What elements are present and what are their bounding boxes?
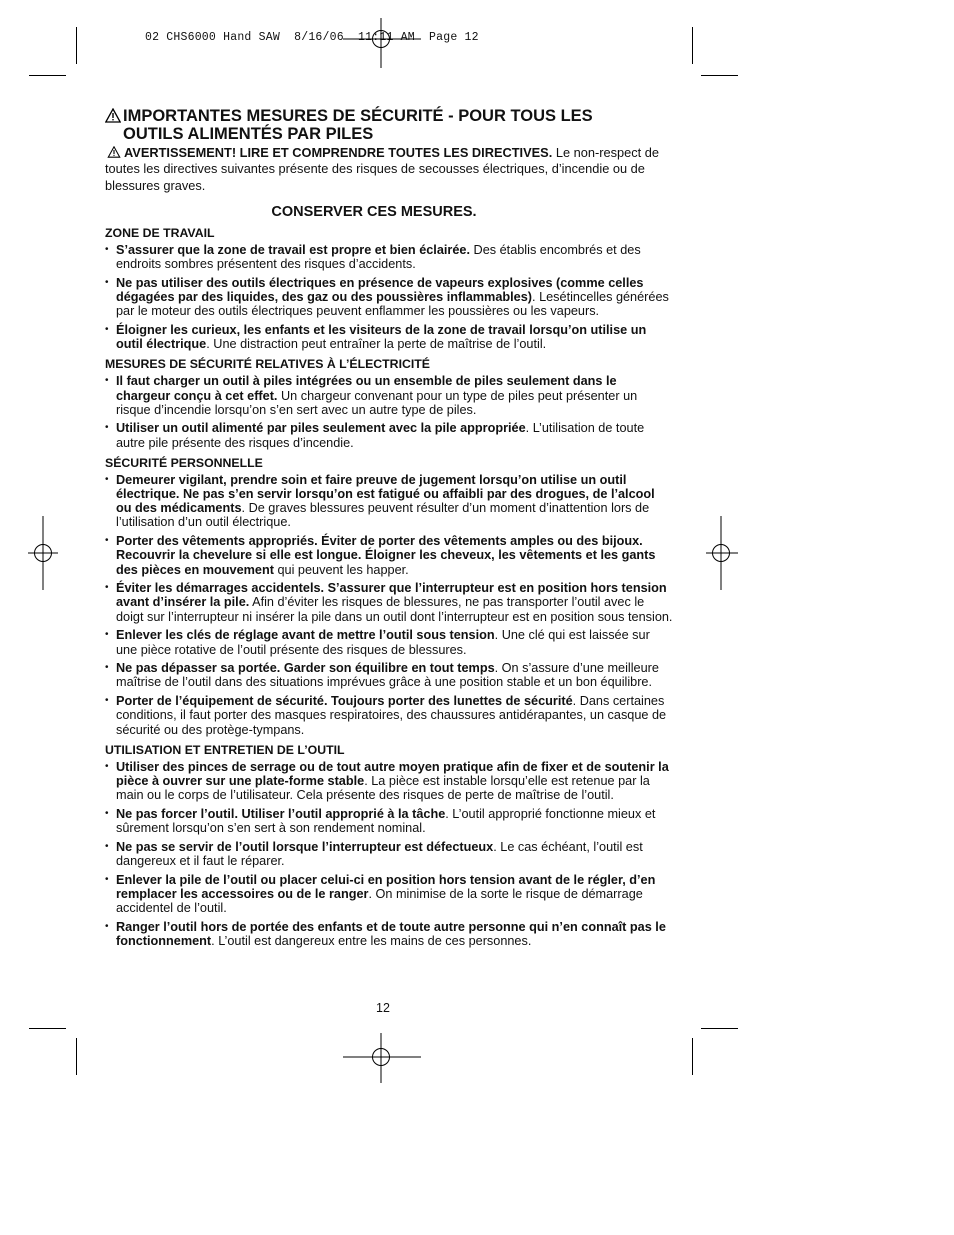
bullet-list	[105, 473, 673, 737]
list-item	[105, 628, 673, 656]
item-text: . On minimise de la sorte le risque de démarrage accidentel de l’outil.	[116, 886, 643, 916]
item-text: Afin d’éviter les risques de blessures, ne pas transporter l’outil avec le doigt sur l’interrupteur ni insérer la pile dans un outil dont l’interrupteur est en position sous tension.	[116, 595, 673, 624]
item-bold-text: Ne pas dépasser sa portée. Garder son équilibre en tout temps	[116, 661, 495, 676]
list-item	[105, 374, 673, 417]
item-text: . De graves blessures peuvent résulter d’un moment d’inattention lors de l’utilisation d’un outil électrique.	[116, 501, 650, 530]
item-text: . L’outil approprié fonctionne mieux et sûrement lorsqu’on s’en sert à son rendement nominal.	[116, 806, 656, 836]
intro-warning-bold: AVERTISSEMENT! LIRE ET COMPRENDRE TOUTES LES DIRECTIVES.	[124, 145, 553, 160]
page-title	[105, 107, 673, 143]
bullet-icon: •	[105, 323, 109, 335]
bullet-icon: •	[105, 535, 109, 547]
title-line-1: IMPORTANTES MESURES DE SÉCURITÉ - POUR TOUS LES	[123, 107, 593, 125]
item-bold-text: Ne pas se servir de l’outil lorsque l’interrupteur est défectueux	[116, 839, 494, 854]
list-item	[105, 760, 673, 803]
bullet-icon: •	[105, 422, 109, 434]
bullet-icon: •	[105, 243, 109, 255]
list-item	[105, 534, 673, 577]
bullet-icon: •	[105, 473, 109, 485]
list-item	[105, 581, 673, 624]
bullet-icon: •	[105, 276, 109, 288]
section-title: MESURES DE SÉCURITÉ RELATIVES À L’ÉLECTRICITÉ	[105, 357, 430, 372]
bullet-icon: •	[105, 662, 109, 674]
warning-triangle-icon	[105, 108, 121, 123]
list-item	[105, 694, 673, 737]
item-bold-text: Porter de l’équipement de sécurité. Toujours porter des lunettes de sécurité	[116, 694, 573, 709]
item-bold-text: Ne pas utiliser des outils électriques en présence de vapeurs explosives (comme celles dégagées par des liquides, des gaz ou des poussières inflammables)	[116, 275, 644, 304]
section-title: SÉCURITÉ PERSONNELLE	[105, 455, 263, 470]
print-slug: 02 CHS6000 Hand SAW 8/16/06 11:11 AM Page 12	[145, 31, 479, 44]
safety-content	[105, 107, 673, 953]
item-text: qui peuvent les happer.	[273, 562, 409, 577]
item-bold-text: S’assurer que la zone de travail est propre et bien éclairée.	[116, 242, 470, 257]
bullet-icon: •	[105, 760, 109, 772]
section-title: ZONE DE TRAVAIL	[105, 225, 215, 240]
list-item	[105, 473, 673, 530]
item-text: . Lesétincelles générées par le moteur des outils électriques peuvent enflammer les poussières ou les vapeurs.	[116, 290, 669, 319]
registration-mark-bottom	[343, 1033, 421, 1083]
item-bold-text: Éloigner les curieux, les enfants et les visiteurs de la zone de travail lorsqu’on utilise un outil électrique	[116, 322, 647, 352]
item-text: . L’utilisation de toute autre pile présente des risques d’incendie.	[116, 421, 645, 450]
item-bold-text: Enlever les clés de réglage avant de mettre l’outil sous tension	[116, 628, 495, 643]
registration-mark-right	[706, 516, 738, 590]
item-text: . Une clé qui est laissée sur une pièce rotative de l’outil présente des risques de blessures.	[116, 628, 650, 657]
item-text: . La pièce est instable lorsqu’elle est retenue par la main ou le corps de l’utilisateur. Cela présente des risques de perte de maîtrise de l’outil.	[116, 773, 650, 803]
item-bold-text: Il faut charger un outil à piles intégrées ou un ensemble de piles seulement dans le chargeur conçu à cet effet.	[116, 374, 617, 403]
bullet-icon: •	[105, 920, 109, 932]
item-bold-text: Utiliser un outil alimenté par piles seulement avec la pile appropriée	[116, 421, 526, 436]
page-number: 12	[376, 1001, 390, 1015]
list-item	[105, 920, 673, 948]
registration-mark-top	[343, 18, 421, 68]
item-bold-text: Éviter les démarrages accidentels. S’assurer que l’interrupteur est en position hors tension avant d’insérer la pile.	[116, 581, 667, 610]
item-bold-text: Ranger l’outil hors de portée des enfants et de toute autre personne qui n’en connaît pas le fonctionnement	[116, 919, 666, 949]
list-item	[105, 276, 673, 319]
bullet-icon: •	[105, 582, 109, 594]
bullet-icon: •	[105, 695, 109, 707]
list-item	[105, 661, 673, 689]
list-item	[105, 323, 673, 351]
bullet-icon: •	[105, 873, 109, 885]
warning-triangle-icon	[107, 146, 121, 158]
list-item	[105, 873, 673, 916]
intro-paragraph	[105, 145, 673, 194]
section-title: UTILISATION ET ENTRETIEN DE L’OUTIL	[105, 742, 345, 757]
bullet-icon: •	[105, 807, 109, 819]
bullet-list	[105, 243, 673, 351]
bullet-icon: •	[105, 375, 109, 387]
item-bold-text: Demeurer vigilant, prendre soin et faire preuve de jugement lorsqu’on utilise un outil électrique. Ne pas s’en servir lorsqu’on est fatigué ou affaibli par des drogues, de l’alcool ou des médicaments	[116, 472, 655, 516]
item-text: . Le cas échéant, l’outil est dangereux et il faut le réparer.	[116, 839, 643, 868]
bullet-icon: •	[105, 840, 109, 852]
item-text: . Dans certaines conditions, il faut porter des masques respiratoires, des chaussures antidérapantes, un casque de sécurité ou des protège-tympans.	[116, 694, 667, 737]
intro-text: Le non-respect de toutes les directives suivantes présente des risques de secousses électriques, d’incendie ou de blessures graves.	[105, 145, 659, 193]
item-text: . On s’assure d’une meilleure maîtrise de l’outil dans des situations imprévues grâce à une position stable et un bon équilibre.	[116, 661, 659, 690]
bullet-list	[105, 374, 673, 450]
item-text: . Une distraction peut entraîner la perte de maîtrise de l’outil.	[206, 337, 547, 352]
item-bold-text: Utiliser des pinces de serrage ou de tout autre moyen pratique afin de fixer et de soutenir la pièce à ouvrer sur une plate-forme stable	[116, 759, 669, 788]
item-text: Un chargeur convenant pour un type de piles peut présenter un risque d’incendie lorsqu’on s’en sert avec un autre type de piles.	[116, 388, 638, 417]
list-item	[105, 243, 673, 271]
bullet-list	[105, 760, 673, 948]
registration-mark-left	[28, 516, 58, 590]
list-item	[105, 421, 673, 449]
item-text: Des établis encombrés et des endroits sombres présentent des risques d’accidents.	[116, 242, 641, 272]
item-bold-text: Ne pas forcer l’outil. Utiliser l’outil approprié à la tâche	[116, 806, 446, 821]
sections-container	[105, 226, 673, 948]
title-line-2: OUTILS ALIMENTÉS PAR PILES	[123, 125, 374, 143]
bullet-icon: •	[105, 629, 109, 641]
item-text: . L’outil est dangereux entre les mains de ces personnes.	[211, 934, 532, 949]
item-bold-text: Enlever la pile de l’outil ou placer celui-ci en position hors tension avant de le régler, d’en remplacer les accessoires ou de le ranger	[116, 872, 656, 901]
list-item	[105, 840, 673, 868]
conserve-heading: CONSERVER CES MESURES.	[271, 203, 477, 220]
item-bold-text: Porter des vêtements appropriés. Éviter de porter des vêtements amples ou des bijoux. Recouvrir la chevelure si elle est longue. Éloigner les cheveux, les vêtements et les gants des pièces en mouvement	[116, 534, 656, 577]
list-item	[105, 807, 673, 835]
